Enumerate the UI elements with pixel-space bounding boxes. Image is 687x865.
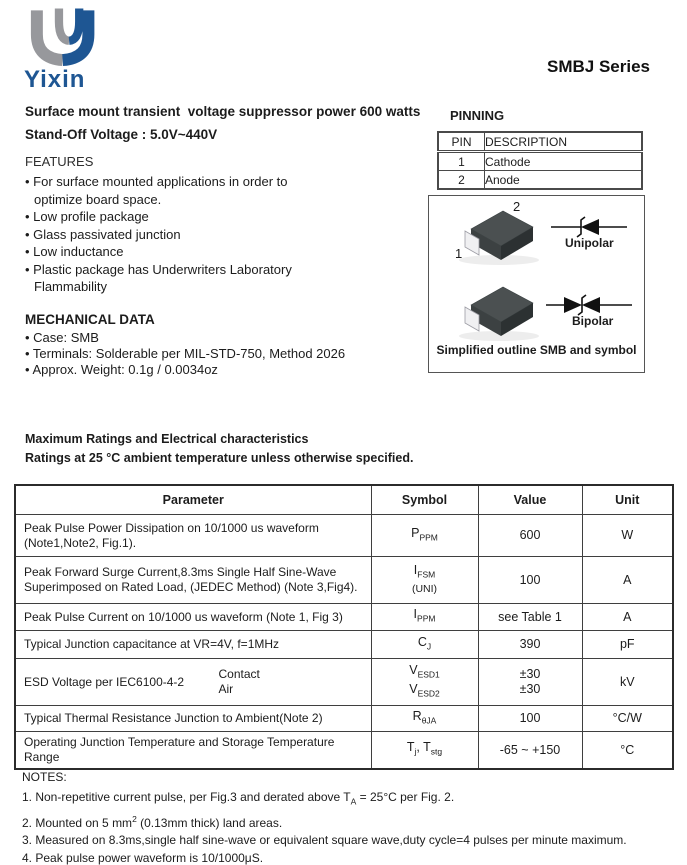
ratings-header-parameter: Parameter [15, 485, 371, 515]
mechanical-data-heading: MECHANICAL DATA [25, 312, 155, 327]
parameter-wrap [24, 565, 365, 595]
parameter-condition-line: Contact [218, 667, 260, 681]
pinning-header-description: DESCRIPTION [485, 132, 643, 152]
unit-cell: A [582, 557, 673, 604]
symbol-cell [371, 659, 478, 706]
parameter-text [24, 675, 219, 690]
parameter-wrap [24, 711, 365, 726]
ratings-row [15, 557, 673, 604]
symbol-line: $P_{PPM}$ [411, 525, 438, 543]
parameter-line: Superimposed on Rated Load, (JEDEC Method) (Note 3,Fig4). [24, 580, 358, 594]
value-line: ±30 [519, 682, 541, 696]
parameter-condition-line: Air [218, 682, 234, 696]
ratings-header-row [15, 485, 673, 515]
symbol-cell [371, 557, 478, 604]
parameter-condition [219, 667, 309, 697]
unit-cell: W [582, 515, 673, 557]
parameter-text [24, 565, 365, 595]
ratings-row [15, 604, 673, 631]
value-cell [478, 706, 582, 732]
symbol-cell [371, 631, 478, 659]
pin1-label: 1 [455, 246, 463, 261]
outline-caption: Simplified outline SMB and symbol [436, 343, 637, 357]
parameter-line: (Note1,Note2, Fig.1). [24, 535, 137, 550]
features-list [25, 173, 292, 296]
unipolar-label: Unipolar [565, 236, 614, 250]
value-cell [478, 557, 582, 604]
value-line: 390 [519, 637, 541, 651]
ratings-header-symbol: Symbol [371, 485, 478, 515]
smb-package-drawing-unipolar [451, 204, 546, 266]
pinning-pin-cell: 1 [438, 152, 485, 171]
mechanical-item: • Case: SMB [25, 330, 99, 345]
parameter-text [24, 711, 365, 726]
parameter-wrap [24, 637, 365, 652]
package-outline-box [428, 195, 645, 373]
pinning-description-cell: Cathode [485, 152, 643, 171]
value-cell [478, 604, 582, 631]
value-cell [478, 515, 582, 557]
symbol-cell [371, 732, 478, 770]
unit-cell: A [582, 604, 673, 631]
value-line: 100 [519, 711, 541, 725]
parameter-wrap [24, 521, 365, 551]
unit-cell: pF [582, 631, 673, 659]
symbol-line: $V_{ESD2}$ [409, 682, 440, 699]
intro-line-2: Stand-Off Voltage : 5.0V~440V [25, 127, 218, 142]
parameter-line: Peak Forward Surge Current,8.3ms Single Half Sine-Wave [24, 565, 337, 579]
ratings-row [15, 659, 673, 706]
unit-cell: °C [582, 732, 673, 770]
value-line: ±30 [519, 667, 541, 681]
parameter-cell [15, 557, 371, 604]
parameter-line: Typical Junction capacitance at VR=4V, f=1MHz [24, 637, 280, 651]
parameter-cell [15, 515, 371, 557]
parameter-cell [15, 706, 371, 732]
parameter-line: Operating Junction Temperature and Storage Temperature Range [24, 735, 335, 764]
parameter-line: Peak Pulse Power Dissipation on 10/1000 us waveform [24, 520, 319, 535]
feature-item: • Low profile package [25, 209, 149, 224]
value-cell [478, 631, 582, 659]
value-line: 600 [519, 528, 541, 542]
parameter-text [24, 521, 365, 551]
parameter-cell [15, 631, 371, 659]
mechanical-item: • Terminals: Solderable per MIL-STD-750, Method 2026 [25, 346, 346, 361]
symbol-cell [371, 604, 478, 631]
parameter-text [24, 735, 365, 765]
features-heading: FEATURES [25, 154, 94, 169]
symbol-line: $I_{FSM}$ [413, 562, 436, 580]
pinning-heading: PINNING [450, 108, 505, 123]
value-line: 100 [519, 572, 541, 587]
symbol-line: (UNI) [411, 583, 438, 596]
value-cell [478, 732, 582, 770]
ratings-subheading: Ratings at 25 °C ambient temperature unless otherwise specified. [25, 451, 414, 465]
mechanical-data-list [25, 330, 345, 378]
feature-item: optimize board space. [34, 191, 162, 207]
ratings-row [15, 732, 673, 770]
value-line: -65 ~ +150 [499, 742, 561, 757]
symbol-line: $T_j$, $T_{stg}$ [406, 740, 443, 757]
feature-item: • Low inductance [25, 244, 124, 259]
yixin-logo-icon [24, 8, 116, 68]
parameter-wrap [24, 735, 365, 765]
parameter-text [24, 610, 365, 625]
ratings-header-value: Value [478, 485, 582, 515]
mechanical-item: • Approx. Weight: 0.1g / 0.0034oz [25, 362, 218, 377]
pinning-description-cell: Anode [485, 171, 643, 190]
parameter-text [24, 637, 365, 652]
value-line: see Table 1 [498, 609, 562, 624]
symbol-cell [371, 515, 478, 557]
feature-item: • For surface mounted applications in order to [25, 174, 288, 189]
symbol-line: $R_{\theta JA}$ [412, 708, 437, 726]
parameter-line: Peak Pulse Current on 10/1000 us waveform (Note 1, Fig 3) [24, 609, 343, 624]
parameter-cell [15, 659, 371, 706]
parameter-cell [15, 732, 371, 770]
parameter-wrap [24, 667, 365, 697]
feature-item: • Plastic package has Underwriters Laboratory [25, 261, 292, 277]
ratings-table-body [15, 515, 673, 770]
unit-cell: °C/W [582, 706, 673, 732]
note-item: 3. Measured on 8.3ms,single half sine-wave or equivalent square wave,duty cycle=4 pulses per minute maximum. [22, 833, 627, 848]
parameter-line: Typical Thermal Resistance Junction to Ambient(Note 2) [24, 711, 323, 725]
pinning-table [437, 131, 643, 190]
symbol-line: $I_{PPM}$ [413, 607, 436, 624]
pinning-header-row [438, 132, 642, 152]
symbol-line: $C_J$ [417, 634, 432, 652]
ratings-row [15, 706, 673, 732]
ratings-row [15, 515, 673, 557]
value-cell [478, 659, 582, 706]
pinning-table-body [438, 132, 642, 189]
feature-item: • Glass passivated junction [25, 226, 181, 242]
parameter-wrap [24, 610, 365, 625]
unit-cell: kV [582, 659, 673, 706]
pinning-row [438, 171, 642, 190]
pinning-header-pin: PIN [438, 132, 485, 152]
parameter-line: ESD Voltage per IEC6100-4-2 [24, 674, 185, 689]
smb-package-drawing-bipolar [451, 280, 546, 342]
note-item: 1. Non-repetitive current pulse, per Fig.3 and derated above $T_A = 25^\circ C$ per Fig. 2. [22, 790, 455, 807]
ratings-header-unit: Unit [582, 485, 673, 515]
pin2-label: 2 [513, 199, 521, 214]
feature-item: Flammability [34, 279, 107, 294]
note-item: 4. Peak pulse power waveform is 10/1000μS. [22, 850, 264, 865]
ratings-row [15, 631, 673, 659]
symbol-line: $V_{ESD1}$ [409, 662, 440, 679]
ratings-table [14, 484, 674, 770]
intro-line-1: Surface mount transient voltage suppressor power 600 watts [25, 104, 421, 119]
symbol-cell [371, 706, 478, 732]
notes-list [22, 789, 627, 865]
pinning-row [438, 152, 642, 171]
ratings-heading: Maximum Ratings and Electrical characteristics [25, 432, 309, 446]
notes-heading: NOTES: [22, 770, 67, 784]
series-title: SMBJ Series [547, 57, 650, 76]
bipolar-label: Bipolar [572, 314, 614, 328]
pinning-pin-cell: 2 [438, 171, 485, 190]
parameter-cell [15, 604, 371, 631]
note-item: 2. Mounted on 5 $mm^2$ (0.13mm thick) land areas. [22, 813, 283, 830]
brand-name: Yixin [24, 66, 86, 93]
